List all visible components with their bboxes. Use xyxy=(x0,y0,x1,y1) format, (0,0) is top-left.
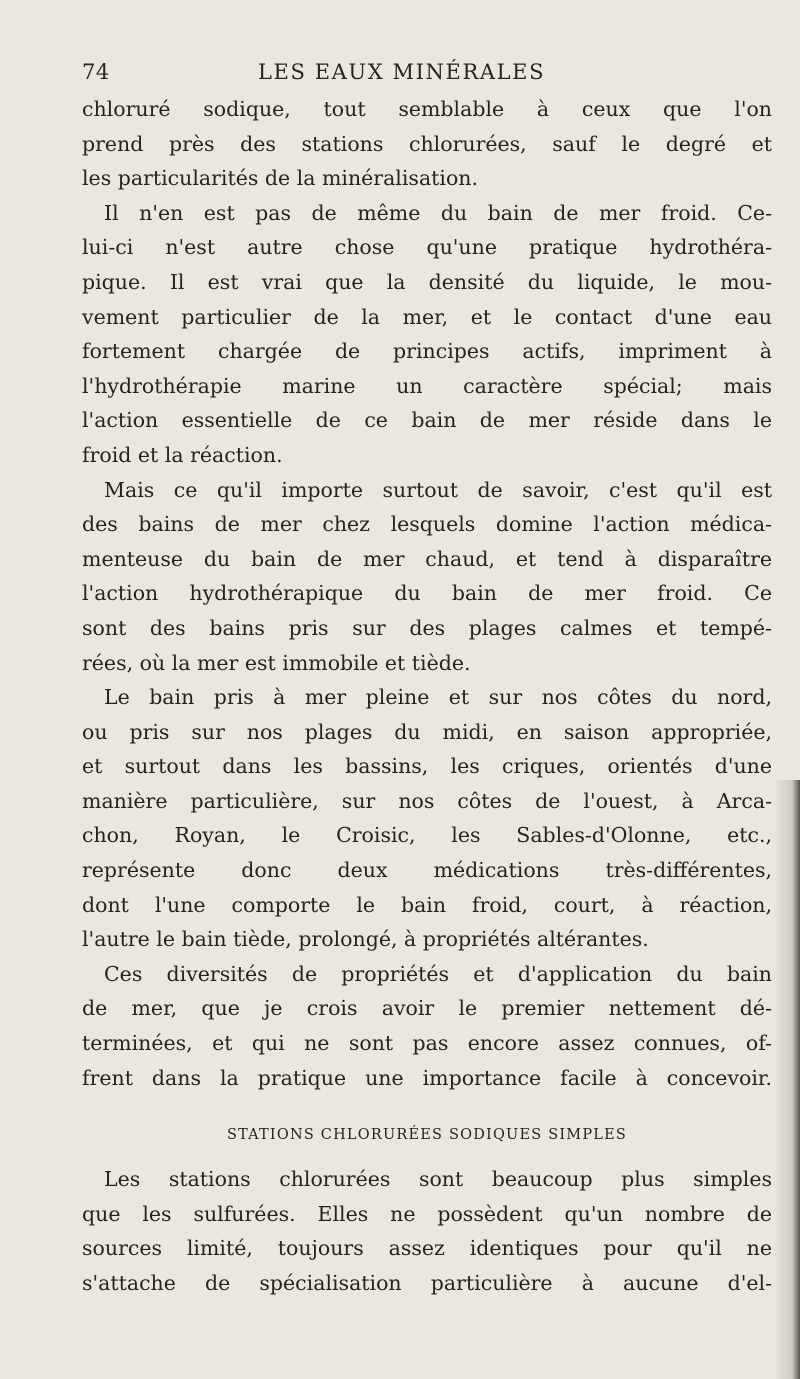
running-title: LES EAUX MINÉRALES xyxy=(258,60,546,84)
text-line: menteuse du bain de mer chaud, et tend à disparaître xyxy=(82,546,772,571)
text-line: pique. Il est vrai que la densité du liquide, le mou- xyxy=(82,269,772,294)
text-line: Il n'en est pas de même du bain de mer froid. Ce- xyxy=(104,200,772,225)
text-line: Le bain pris à mer pleine et sur nos côtes du nord, xyxy=(104,685,772,710)
page-number: 74 xyxy=(82,60,110,84)
text-line: les particularités de la minéralisation. xyxy=(82,166,479,191)
text-line: lui-ci n'est autre chose qu'une pratique hydrothéra- xyxy=(82,235,772,260)
text-line: de mer, que je crois avoir le premier nettement dé- xyxy=(82,996,772,1021)
text-line: rées, où la mer est immobile et tiède. xyxy=(82,650,471,675)
section-text xyxy=(82,1162,772,1300)
text-line: prend près des stations chlorurées, sauf le degré et xyxy=(82,131,772,156)
text-line: des bains de mer chez lesquels domine l'action médica- xyxy=(82,512,772,537)
text-line: chon, Royan, le Croisic, les Sables-d'Olonne, etc., xyxy=(82,823,772,848)
page-header xyxy=(82,60,722,94)
text-line: sources limité, toujours assez identiques pour qu'il ne xyxy=(82,1236,772,1261)
main-text xyxy=(82,92,772,1095)
text-line: vement particulier de la mer, et le contact d'une eau xyxy=(82,304,772,329)
text-line: que les sulfurées. Elles ne possèdent qu'un nombre de xyxy=(82,1201,772,1226)
text-line: l'hydrothérapie marine un caractère spécial; mais xyxy=(82,373,772,398)
text-line: froid et la réaction. xyxy=(82,442,283,467)
page-edge-shadow xyxy=(774,780,800,1379)
text-line: Les stations chlorurées sont beaucoup plus simples xyxy=(104,1167,772,1191)
text-line: ou pris sur nos plages du midi, en saison appropriée, xyxy=(82,719,772,744)
text-line: s'attache de spécialisation particulière à aucune d'el- xyxy=(82,1270,772,1295)
section-heading: STATIONS CHLORURÉES SODIQUES SIMPLES xyxy=(226,1127,628,1143)
text-line: fortement chargée de principes actifs, impriment à xyxy=(82,339,772,364)
text-line: terminées, et qui ne sont pas encore assez connues, of- xyxy=(82,1031,772,1056)
text-line: Ces diversités de propriétés et d'application du bain xyxy=(104,961,772,986)
text-line: l'autre le bain tiède, prolongé, à propriétés altérantes. xyxy=(82,927,649,952)
text-line: sont des bains pris sur des plages calmes et tempé- xyxy=(82,615,772,640)
text-line: manière particulière, sur nos côtes de l'ouest, à Arca- xyxy=(82,788,772,813)
text-line: chloruré sodique, tout semblable à ceux que l'on xyxy=(82,97,772,121)
text-line: dont l'une comporte le bain froid, court, à réaction, xyxy=(82,892,772,917)
text-line: Mais ce qu'il importe surtout de savoir, c'est qu'il est xyxy=(104,477,772,502)
text-line: frent dans la pratique une importance facile à concevoir. xyxy=(82,1065,772,1090)
text-line: l'action hydrothérapique du bain de mer froid. Ce xyxy=(82,581,772,606)
text-line: représente donc deux médications très-différentes, xyxy=(82,858,772,883)
text-line: l'action essentielle de ce bain de mer réside dans le xyxy=(82,408,772,433)
text-line: et surtout dans les bassins, les criques, orientés d'une xyxy=(82,754,772,779)
